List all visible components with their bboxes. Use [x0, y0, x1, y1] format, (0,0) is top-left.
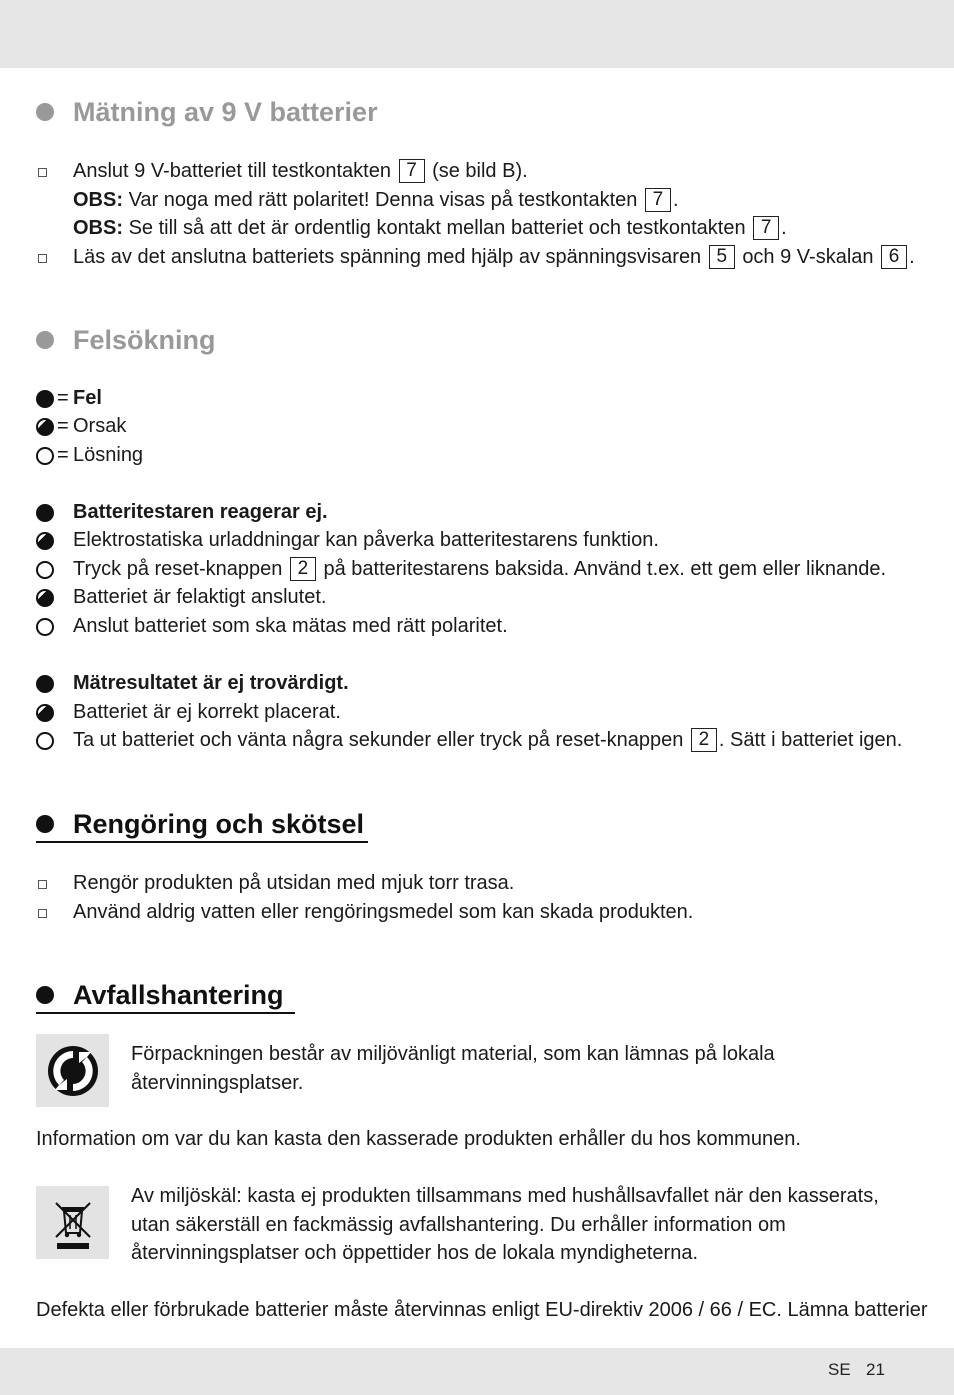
solution-text: Anslut batteriet som ska mätas med rätt polaritet.: [73, 615, 508, 637]
fault-icon: [36, 390, 54, 408]
note-text: Var noga med rätt polaritet! Denna visas på testkontakten: [128, 189, 638, 211]
green-dot-recycling-icon: [36, 1034, 109, 1107]
section-title: Rengöring och skötsel: [73, 809, 365, 839]
cause-text: Elektrostatiska urladdningar kan påverka batteritestarens funktion.: [73, 529, 659, 551]
note-label: OBS:: [73, 217, 123, 239]
heading-bullet-icon: [36, 815, 54, 833]
section-title: Felsökning: [73, 325, 216, 355]
heading-rule: [36, 1012, 295, 1014]
solution-text: . Sätt i batteriet igen.: [718, 729, 903, 751]
list-item-text: Använd aldrig vatten eller rengöringsmedel som kan skada produkten.: [73, 901, 694, 923]
part-ref-2: 2: [691, 728, 717, 752]
note-label: OBS:: [73, 189, 123, 211]
cause-text: Batteriet är ej korrekt placerat.: [73, 701, 341, 723]
footer-band: [0, 1348, 954, 1395]
step-text: Anslut 9 V-batteriet till testkontakten: [73, 160, 391, 182]
section-heading-measure: [36, 96, 378, 128]
part-ref-7: 7: [753, 216, 779, 240]
heading-rule: [36, 841, 368, 843]
solution-icon: [36, 447, 54, 465]
page-number: 21: [866, 1360, 885, 1379]
fault-text: Mätresultatet är ej trovärdigt.: [73, 672, 349, 694]
solution-text: Tryck på reset-knappen: [73, 558, 283, 580]
fault-icon: [36, 504, 54, 522]
cause-icon: [36, 589, 54, 607]
legend-eq: =: [57, 444, 69, 466]
legend-label: Lösning: [73, 444, 144, 466]
legend-eq: =: [57, 415, 69, 437]
cause-text: Batteriet är felaktigt anslutet.: [73, 586, 327, 608]
checkbox-bullet-icon: [38, 254, 47, 263]
solution-icon: [36, 618, 54, 636]
section-title: Mätning av 9 V batterier: [73, 97, 378, 127]
section-heading-cleaning: [36, 808, 364, 840]
solution-icon: [36, 732, 54, 750]
checkbox-bullet-icon: [38, 168, 47, 177]
section-title: Avfallshantering: [73, 980, 284, 1010]
solution-text: på batteritestarens baksida. Använd t.ex. ett gem eller liknande.: [323, 558, 887, 580]
batteries-text: Defekta eller förbrukade batterier måste återvinnas enligt EU-direktiv 2006 / 66 / EC. Lämna batterier: [36, 1299, 928, 1321]
note-text: .: [672, 189, 679, 211]
step-text: .: [909, 246, 915, 268]
cause-icon: [36, 418, 54, 436]
list-item-text: Rengör produkten på utsidan med mjuk torr trasa.: [73, 872, 515, 894]
note-text: Se till så att det är ordentlig kontakt mellan batteriet och testkontakten: [128, 217, 746, 239]
section-heading-troubleshoot: [36, 324, 216, 356]
heading-bullet-icon: [36, 331, 54, 349]
part-ref-2: 2: [290, 557, 316, 581]
environment-text: Av miljöskäl: kasta ej produkten tillsammans med hushållsavfallet när den kasserats, utan säkerställ en fackmässig avfallshantering. Du erhåller information om återvinningsplatser och öppettider hos de lokala myndigheterna.: [131, 1185, 879, 1264]
legend-eq: =: [57, 387, 69, 409]
note-text: .: [781, 217, 787, 239]
step-text: och 9 V-skalan: [742, 246, 874, 268]
language-code: SE: [828, 1360, 851, 1379]
part-ref-7: 7: [645, 188, 671, 212]
part-ref-7: 7: [399, 159, 425, 183]
fault-text: Batteritestaren reagerar ej.: [73, 501, 328, 523]
legend-label: Orsak: [73, 415, 127, 437]
checkbox-bullet-icon: [38, 880, 47, 889]
legend-label: Fel: [73, 387, 102, 409]
crossed-out-wheelie-bin-icon: [36, 1186, 109, 1259]
checkbox-bullet-icon: [38, 909, 47, 918]
solution-text: Ta ut batteriet och vänta några sekunder eller tryck på reset-knappen: [73, 729, 684, 751]
part-ref-5: 5: [709, 245, 735, 269]
step-text: Läs av det anslutna batteriets spänning med hjälp av spänningsvisaren: [73, 246, 702, 268]
cause-icon: [36, 704, 54, 722]
info-text: Information om var du kan kasta den kasserade produkten erhåller du hos kommunen.: [36, 1128, 801, 1150]
fault-icon: [36, 675, 54, 693]
step-text: (se bild B).: [432, 160, 528, 182]
cause-icon: [36, 532, 54, 550]
section-heading-disposal: [36, 979, 284, 1011]
part-ref-6: 6: [881, 245, 907, 269]
heading-bullet-icon: [36, 986, 54, 1004]
heading-bullet-icon: [36, 103, 54, 121]
packaging-text: Förpackningen består av miljövänligt material, som kan lämnas på lokala återvinningsplatser.: [131, 1043, 775, 1094]
solution-icon: [36, 561, 54, 579]
header-band: [0, 0, 954, 68]
